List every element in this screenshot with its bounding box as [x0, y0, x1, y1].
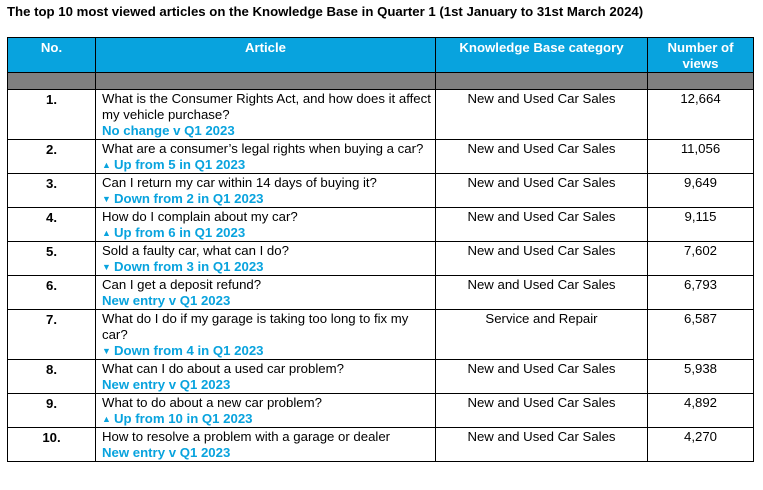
article-title: What to do about a new car problem? — [102, 395, 322, 410]
views-cell: 4,270 — [648, 428, 754, 462]
row-number: 4. — [8, 208, 96, 242]
article-title: How do I complain about my car? — [102, 209, 298, 224]
rank-change — [102, 343, 431, 359]
article-cell — [96, 174, 436, 208]
header-no: No. — [8, 38, 96, 73]
views-cell: 6,793 — [648, 276, 754, 310]
rank-change — [102, 225, 431, 241]
down-arrow-icon: ▼ — [102, 346, 111, 356]
views-cell: 9,115 — [648, 208, 754, 242]
up-arrow-icon: ▲ — [102, 160, 111, 170]
article-cell — [96, 276, 436, 310]
separator-cell — [96, 73, 436, 90]
separator-cell — [648, 73, 754, 90]
table-row — [8, 174, 754, 208]
article-cell — [96, 428, 436, 462]
category-cell: Service and Repair — [436, 310, 648, 360]
article-cell — [96, 360, 436, 394]
rank-change — [102, 191, 431, 207]
views-cell: 6,587 — [648, 310, 754, 360]
row-number: 5. — [8, 242, 96, 276]
article-title: What is the Consumer Rights Act, and how does it affect my vehicle purchase? — [102, 91, 431, 122]
up-arrow-icon: ▲ — [102, 228, 111, 238]
header-category: Knowledge Base category — [436, 38, 648, 73]
article-cell — [96, 90, 436, 140]
article-title: Can I return my car within 14 days of buying it? — [102, 175, 377, 190]
views-cell: 9,649 — [648, 174, 754, 208]
down-arrow-icon: ▼ — [102, 262, 111, 272]
category-cell: New and Used Car Sales — [436, 90, 648, 140]
separator-cell — [436, 73, 648, 90]
rank-change — [102, 123, 431, 139]
article-title: What can I do about a used car problem? — [102, 361, 344, 376]
rank-change-label: Up from 6 in Q1 2023 — [114, 225, 246, 240]
article-title: Sold a faulty car, what can I do? — [102, 243, 289, 258]
table-header-row — [8, 38, 754, 73]
articles-table — [7, 37, 754, 462]
category-cell: New and Used Car Sales — [436, 140, 648, 174]
table-row — [8, 140, 754, 174]
down-arrow-icon: ▼ — [102, 194, 111, 204]
header-article: Article — [96, 38, 436, 73]
views-cell: 11,056 — [648, 140, 754, 174]
header-views: Number of views — [648, 38, 754, 73]
rank-change — [102, 411, 431, 427]
row-number: 2. — [8, 140, 96, 174]
category-cell: New and Used Car Sales — [436, 174, 648, 208]
rank-change-label: Down from 4 in Q1 2023 — [114, 343, 264, 358]
row-number: 9. — [8, 394, 96, 428]
rank-change-label: Up from 10 in Q1 2023 — [114, 411, 253, 426]
page-title: The top 10 most viewed articles on the Knowledge Base in Quarter 1 (1st January to 31st March 2024) — [7, 4, 644, 19]
category-cell: New and Used Car Sales — [436, 428, 648, 462]
article-cell — [96, 394, 436, 428]
rank-change — [102, 157, 431, 173]
article-cell — [96, 310, 436, 360]
category-cell: New and Used Car Sales — [436, 276, 648, 310]
category-cell: New and Used Car Sales — [436, 208, 648, 242]
table-row — [8, 394, 754, 428]
article-cell — [96, 140, 436, 174]
rank-change-label: Down from 3 in Q1 2023 — [114, 259, 264, 274]
article-cell — [96, 242, 436, 276]
separator-cell — [8, 73, 96, 90]
table-row — [8, 208, 754, 242]
article-title: How to resolve a problem with a garage or dealer — [102, 429, 391, 444]
table-row — [8, 360, 754, 394]
category-cell: New and Used Car Sales — [436, 242, 648, 276]
up-arrow-icon: ▲ — [102, 414, 111, 424]
rank-change-label: New entry v Q1 2023 — [102, 445, 231, 460]
category-cell: New and Used Car Sales — [436, 360, 648, 394]
views-cell: 5,938 — [648, 360, 754, 394]
table-row — [8, 276, 754, 310]
rank-change — [102, 293, 431, 309]
row-number: 7. — [8, 310, 96, 360]
rank-change — [102, 259, 431, 275]
rank-change-label: Down from 2 in Q1 2023 — [114, 191, 264, 206]
row-number: 3. — [8, 174, 96, 208]
table-row — [8, 242, 754, 276]
rank-change-label: New entry v Q1 2023 — [102, 377, 231, 392]
row-number: 1. — [8, 90, 96, 140]
category-cell: New and Used Car Sales — [436, 394, 648, 428]
rank-change-label: No change v Q1 2023 — [102, 123, 235, 138]
row-number: 8. — [8, 360, 96, 394]
article-title: Can I get a deposit refund? — [102, 277, 262, 292]
rank-change-label: Up from 5 in Q1 2023 — [114, 157, 246, 172]
separator-row — [8, 73, 754, 90]
table-row — [8, 428, 754, 462]
table-row — [8, 90, 754, 140]
article-title: What are a consumer’s legal rights when buying a car? — [102, 141, 424, 156]
views-cell: 4,892 — [648, 394, 754, 428]
rank-change — [102, 445, 431, 461]
row-number: 6. — [8, 276, 96, 310]
article-title: What do I do if my garage is taking too long to fix my car? — [102, 311, 409, 342]
views-cell: 7,602 — [648, 242, 754, 276]
rank-change-label: New entry v Q1 2023 — [102, 293, 231, 308]
table-row — [8, 310, 754, 360]
views-cell: 12,664 — [648, 90, 754, 140]
row-number: 10. — [8, 428, 96, 462]
article-cell — [96, 208, 436, 242]
rank-change — [102, 377, 431, 393]
